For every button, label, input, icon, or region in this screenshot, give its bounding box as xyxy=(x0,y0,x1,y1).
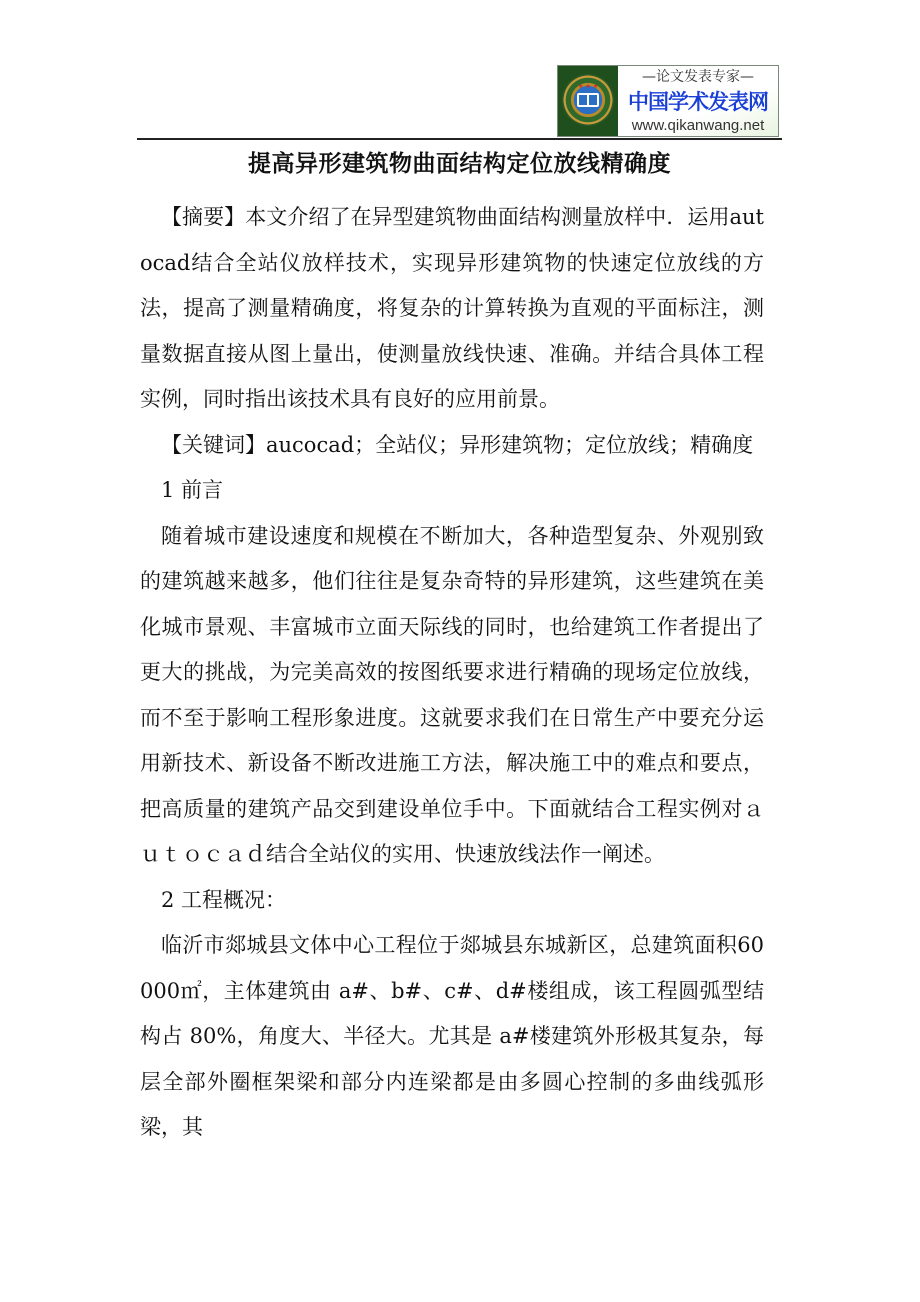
section-heading-2: 2 工程概况： xyxy=(161,887,287,912)
section-1-paragraph: 随着城市建设速度和规模在不断加大，各种造型复杂、外观别致的建筑越来越多，他们往往是复杂奇特的异形建筑，这些建筑在美化城市景观、丰富城市立面天际线的同时，也给建筑工作者提出了更大的挑战，为完美高效的按图纸要求进行精确的现场定位放线，而不至于影响工程形象进度。这就要求我们在日常生产中要充分运用新技术、新设备不断改进施工方法，解决施工中的难点和要点，把高质量的建筑产品交到建设单位手中。下面就结合工程实例对ａｕｔｏｃａｄ结合全站仪的实用、快速放线法作一阐述。 xyxy=(140,523,764,866)
book-icon xyxy=(577,93,599,107)
keywords-paragraph: 【关键词】aucocad；全站仪；异形建筑物；定位放线；精确度 xyxy=(161,432,754,457)
header-divider xyxy=(137,138,782,140)
logo-slogan: —论文发表专家— xyxy=(642,69,754,85)
logo-text-block xyxy=(618,66,778,136)
abstract-paragraph: 【摘要】本文介绍了在异型建筑物曲面结构测量放样中．运用autocad结合全站仪放样技术，实现异形建筑物的快速定位放线的方法，提高了测量精确度，将复杂的计算转换为直观的平面标注，测量数据直接从图上量出，使测量放线快速、准确。并结合具体工程实例，同时指出该技术具有良好的应用前景。 xyxy=(140,205,764,411)
document-title: 提高异形建筑物曲面结构定位放线精确度 xyxy=(248,151,671,177)
site-logo[interactable] xyxy=(557,65,779,137)
emblem-icon xyxy=(558,66,618,137)
section-2-paragraph: 临沂市郯城县文体中心工程位于郯城县东城新区，总建筑面积60000㎡，主体建筑由 a#、b#、c#、d#楼组成，该工程圆弧型结构占 80%，角度大、半径大。尤其是 a#楼建筑外形极其复杂，每层全部外圈框架梁和部分内连梁都是由多圆心控制的多曲线弧形梁，其 xyxy=(140,933,764,1139)
stars-icon: ★★★ xyxy=(578,83,601,90)
section-heading-1: 1 前言 xyxy=(161,478,224,502)
logo-url[interactable]: www.qikanwang.net xyxy=(631,117,765,134)
logo-name: 中国学术发表网 xyxy=(628,89,768,114)
document-body xyxy=(140,195,764,1151)
